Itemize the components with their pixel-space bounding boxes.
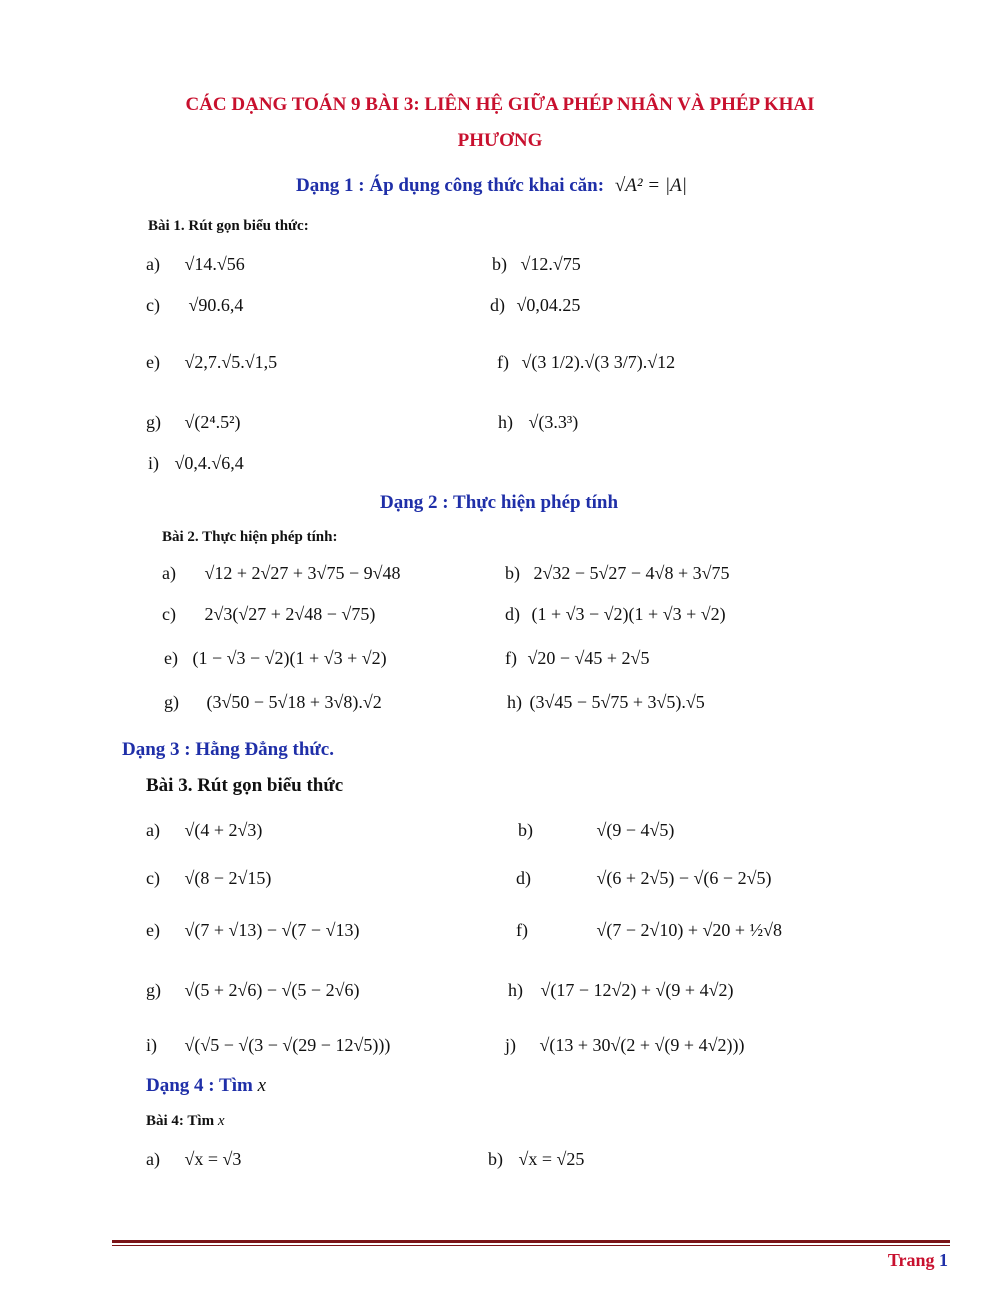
title-part3: PHƯƠNG — [457, 130, 543, 151]
bai2-item-b — [505, 563, 729, 584]
item-label: h) — [507, 692, 522, 712]
bai3-item-a — [146, 820, 262, 841]
bai1-item-b — [492, 254, 581, 275]
item-expr: (3√45 − 5√75 + 3√5).√5 — [529, 692, 705, 712]
item-expr: √(3.3³) — [528, 412, 579, 432]
item-expr: (1 − √3 − √2)(1 + √3 + √2) — [192, 648, 387, 668]
bai1-item-i — [148, 453, 244, 474]
bai1-item-d — [490, 295, 580, 316]
item-label: g) — [164, 692, 179, 712]
item-expr: √90.6,4 — [188, 295, 244, 315]
item-label: a) — [162, 563, 176, 583]
item-label: c) — [162, 604, 176, 624]
bai4-item-a — [146, 1149, 241, 1170]
item-expr: √(17 − 12√2) + √(9 + 4√2) — [540, 980, 734, 1000]
bai1-item-f — [497, 352, 675, 373]
item-expr: √(4 + 2√3) — [184, 820, 263, 840]
item-expr: √2,7.√5.√1,5 — [184, 352, 278, 372]
dang4-heading-text: Dạng 4 : Tìm — [146, 1075, 253, 1096]
bai1-item-a — [146, 254, 245, 275]
bai3-item-d — [516, 868, 771, 889]
item-expr: √x = √3 — [184, 1149, 242, 1169]
bai4-item-b — [488, 1149, 584, 1170]
item-label: b) — [505, 563, 520, 583]
item-expr: √(7 − 2√10) + √20 + ½√8 — [596, 920, 782, 940]
item-expr: √20 − √45 + 2√5 — [527, 648, 650, 668]
item-label: h) — [508, 980, 523, 1000]
item-label: d) — [490, 295, 505, 315]
bai2-item-c — [162, 604, 375, 625]
dang2-heading: Dạng 2 : Thực hiện phép tính — [380, 492, 619, 513]
item-label: i) — [148, 453, 159, 473]
bai2-item-g — [164, 692, 382, 713]
item-label: a) — [146, 820, 160, 840]
item-expr: √(9 − 4√5) — [596, 820, 675, 840]
item-label: d) — [516, 868, 531, 888]
item-expr: √(8 − 2√15) — [184, 868, 272, 888]
item-expr: √x = √25 — [518, 1149, 585, 1169]
page-number — [888, 1250, 948, 1271]
bai1-item-c — [146, 295, 243, 316]
item-expr: √(2⁴.5²) — [184, 412, 241, 432]
item-label: d) — [505, 604, 520, 624]
item-expr: √12 + 2√27 + 3√75 − 9√48 — [204, 563, 401, 583]
item-expr: (3√50 − 5√18 + 3√8).√2 — [206, 692, 382, 712]
bai3-item-b — [518, 820, 674, 841]
item-expr: √(13 + 30√(2 + √(9 + 4√2))) — [539, 1035, 745, 1055]
title-part1: CÁC DẠNG TOÁN 9 BÀI 3: — [185, 94, 420, 115]
bai2-item-h — [507, 692, 705, 713]
item-expr: √14.√56 — [184, 254, 245, 274]
item-label: b) — [518, 820, 533, 840]
item-expr: √(6 + 2√5) − √(6 − 2√5) — [596, 868, 772, 888]
dang3-heading: Dạng 3 : Hằng Đẳng thức. — [122, 739, 334, 760]
bai3-item-e — [146, 920, 359, 941]
dang1-formula: √A² = |A| — [614, 175, 687, 196]
item-label: f) — [505, 648, 517, 668]
item-expr: 2√32 − 5√27 − 4√8 + 3√75 — [533, 563, 730, 583]
dang4-heading — [146, 1075, 266, 1097]
item-expr: √0,4.√6,4 — [174, 453, 244, 473]
item-label: f) — [516, 920, 528, 940]
document-title-line2 — [0, 130, 1000, 152]
bai2-item-d — [505, 604, 726, 625]
bai1-item-h — [498, 412, 578, 433]
title-part2: LIÊN HỆ GIỮA PHÉP NHÂN VÀ PHÉP KHAI — [424, 94, 815, 115]
bai4-var: x — [217, 1113, 225, 1129]
item-expr: √0,04.25 — [516, 295, 581, 315]
bai3-item-j — [505, 1035, 744, 1056]
item-label: e) — [146, 920, 160, 940]
footer-rule — [112, 1240, 950, 1243]
bai4-label-text: Bài 4: Tìm — [146, 1113, 215, 1129]
item-expr: (1 + √3 − √2)(1 + √3 + √2) — [531, 604, 726, 624]
bai2-label: Bài 2. Thực hiện phép tính: — [162, 529, 338, 545]
dang1-heading — [296, 175, 687, 197]
page-num: 1 — [939, 1250, 948, 1270]
item-label: b) — [492, 254, 507, 274]
dang1-heading-text: Dạng 1 : Áp dụng công thức khai căn: — [296, 175, 605, 196]
item-label: e) — [164, 648, 178, 668]
bai3-label: Bài 3. Rút gọn biểu thức — [146, 775, 344, 796]
item-label: f) — [497, 352, 509, 372]
bai1-item-g — [146, 412, 241, 433]
bai4-label — [146, 1113, 225, 1130]
item-label: a) — [146, 1149, 160, 1169]
bai3-item-h — [508, 980, 733, 1001]
bai1-item-e — [146, 352, 277, 373]
item-label: c) — [146, 295, 160, 315]
item-label: g) — [146, 980, 161, 1000]
bai1-label: Bài 1. Rút gọn biểu thức: — [148, 218, 309, 234]
item-label: b) — [488, 1149, 503, 1169]
page-label: Trang — [887, 1250, 935, 1270]
bai3-item-c — [146, 868, 271, 889]
item-expr: √12.√75 — [520, 254, 581, 274]
footer-rule-thin — [112, 1245, 950, 1246]
item-expr: √(7 + √13) − √(7 − √13) — [184, 920, 360, 940]
item-expr: √(5 + 2√6) − √(5 − 2√6) — [184, 980, 360, 1000]
item-label: j) — [505, 1035, 516, 1055]
item-label: g) — [146, 412, 161, 432]
item-expr: √(3 1/2).√(3 3/7).√12 — [521, 352, 676, 372]
dang4-var: x — [257, 1075, 266, 1096]
item-expr: 2√3(√27 + 2√48 − √75) — [204, 604, 376, 624]
item-expr: √(√5 − √(3 − √(29 − 12√5))) — [184, 1035, 391, 1055]
bai2-item-a — [162, 563, 400, 584]
item-label: c) — [146, 868, 160, 888]
bai2-item-e — [164, 648, 387, 669]
item-label: i) — [146, 1035, 157, 1055]
item-label: e) — [146, 352, 160, 372]
bai3-item-g — [146, 980, 359, 1001]
item-label: a) — [146, 254, 160, 274]
item-label: h) — [498, 412, 513, 432]
document-title — [0, 94, 1000, 116]
bai2-item-f — [505, 648, 649, 669]
bai3-item-f — [516, 920, 782, 941]
bai3-item-i — [146, 1035, 390, 1056]
